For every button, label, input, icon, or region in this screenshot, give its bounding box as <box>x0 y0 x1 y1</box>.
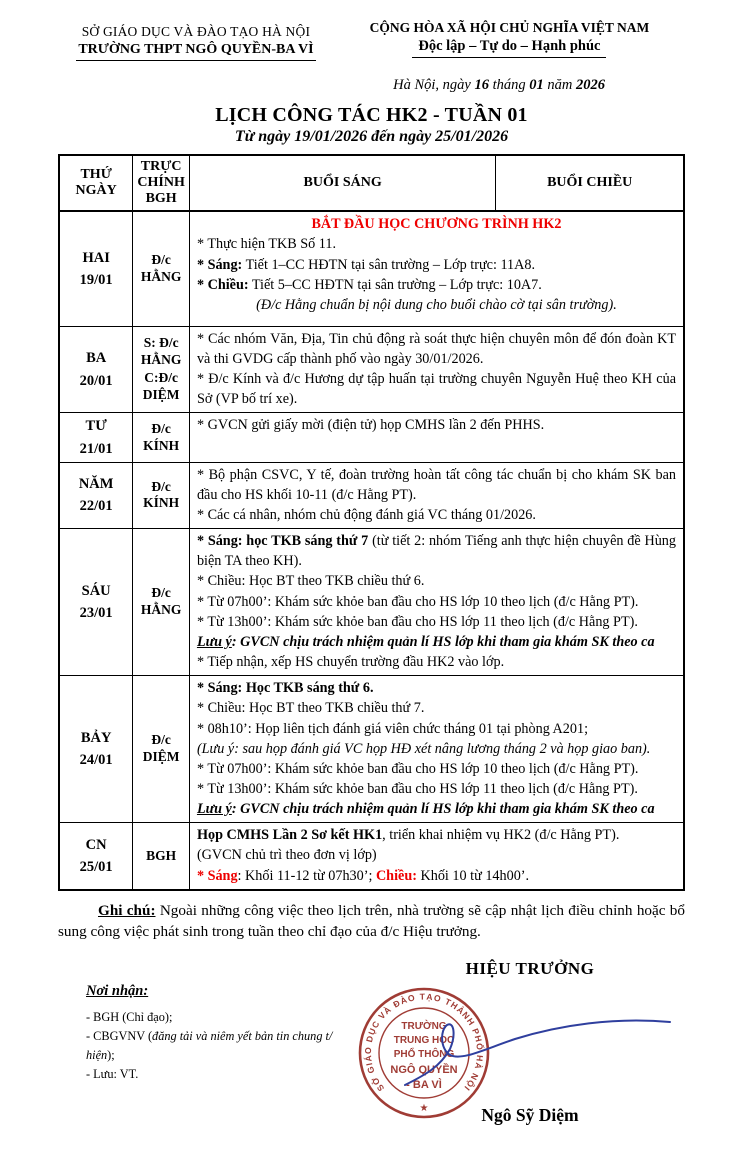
day-name: BA <box>86 350 107 367</box>
distribution-block <box>58 959 340 1174</box>
content-line <box>197 678 676 698</box>
text-segment: Ghi chú: <box>98 901 156 919</box>
text-segment: Tiết 5–CC HĐTN tại sân trường – Lớp trực: 10A7. <box>248 276 542 293</box>
day-name: TƯ <box>85 418 107 435</box>
text-segment: * Chiều: Học BT theo TKB chiều thứ 7. <box>196 700 425 717</box>
text-segment: : GVCN chịu trách nhiệm quản lí HS lớp khi tham gia khám SK theo ca <box>231 633 655 650</box>
text-segment: (từ tiết 2: nhóm Tiếng anh thực hiện chuyên đề Hùng biện TA theo KH). <box>196 533 676 570</box>
signer-name: Ngô Sỹ Diệm <box>481 1104 579 1125</box>
distribution-label: Nơi nhận: <box>86 982 149 999</box>
text-segment: Lưu ý <box>196 633 232 650</box>
text-segment: * Sáng: Học TKB sáng thứ 6. <box>196 680 374 697</box>
day-date: 22/01 <box>79 498 113 515</box>
seal-line-2: TRUNG HỌC <box>393 1034 455 1046</box>
text-segment: * Từ 13h00’: Khám sức khỏe ban đầu cho HS lớp 11 theo lịch (đ/c Hằng PT). <box>196 781 638 797</box>
text-segment: Hà Nội, ngày <box>393 77 475 93</box>
table-row <box>59 462 684 528</box>
text-segment: - BGH (Chỉ đạo); <box>86 1009 173 1024</box>
text-segment: * Chiều: <box>196 276 249 293</box>
col-header-day: THỨ NGÀY <box>59 155 133 211</box>
country-title: CỘNG HÒA XÃ HỘI CHỦ NGHĨA VIỆT NAM <box>369 20 650 35</box>
duty-line: Đ/c HẰNG <box>140 585 182 618</box>
text-segment: Họp CMHS Lần 2 Sơ kết HK1 <box>196 827 383 844</box>
content-line <box>197 531 676 571</box>
text-segment: BẮT ĐẦU HỌC CHƯƠNG TRÌNH HK2 <box>311 216 562 233</box>
day-cell <box>59 462 133 528</box>
text-segment: * Sáng: học TKB sáng thứ 7 <box>196 533 373 550</box>
distribution-items <box>86 1008 340 1084</box>
text-segment: , triển khai nhiệm vụ HK2 (đ/c Hằng PT). <box>382 827 620 844</box>
duty-line: C:Đ/c DIỆM <box>142 370 180 402</box>
text-segment: 01 <box>529 77 544 93</box>
document-title: LỊCH CÔNG TÁC HK2 - TUẦN 01 <box>215 104 528 126</box>
text-segment: 2026 <box>576 77 605 93</box>
day-cell <box>59 529 133 676</box>
signature-block <box>340 959 685 1174</box>
content-line <box>197 759 676 779</box>
distribution-item <box>86 1065 340 1084</box>
table-row <box>59 823 684 890</box>
distribution-item <box>86 1027 340 1065</box>
text-segment: - CBGVNV ( <box>86 1028 153 1043</box>
day-name: BẢY <box>80 730 112 747</box>
table-row <box>59 211 684 326</box>
content-line <box>197 465 676 505</box>
content-line <box>197 369 676 409</box>
content-line <box>197 698 676 718</box>
footnote <box>58 901 685 943</box>
duty-line: Đ/c KÍNH <box>143 420 180 453</box>
text-segment: năm <box>543 77 576 93</box>
text-segment: * Từ 13h00’: Khám sức khỏe ban đầu cho HS lớp 11 theo lịch (đ/c Hằng PT). <box>196 613 638 630</box>
schedule-header <box>59 155 684 211</box>
content-line <box>197 275 676 295</box>
signer-title: HIỆU TRƯỞNG <box>465 958 595 978</box>
seal-star-icon: ★ <box>419 1102 429 1114</box>
day-cell <box>59 211 133 326</box>
content-line <box>197 612 676 632</box>
duty-line: BGH <box>146 847 177 863</box>
day-date: 25/01 <box>79 859 113 876</box>
table-row <box>59 326 684 413</box>
text-segment: * Sáng <box>196 867 238 884</box>
duty-line: Đ/c DIỆM <box>142 732 180 765</box>
duty-cell <box>133 529 190 676</box>
day-name: CN <box>85 836 107 853</box>
motto: Độc lập – Tự do – Hạnh phúc <box>412 37 606 58</box>
text-segment: (GVCN chủ trì theo đơn vị lớp) <box>196 847 377 864</box>
content-line <box>197 214 676 234</box>
issue-date-line <box>58 77 685 94</box>
text-segment: 16 <box>474 77 489 93</box>
duty-line: Đ/c KÍNH <box>143 478 180 511</box>
distribution-item <box>86 1008 340 1027</box>
content-line <box>197 592 676 612</box>
seal-line-4: NGÔ QUYỀN <box>390 1063 458 1076</box>
content-line <box>197 825 676 845</box>
text-segment: đăng tải và niêm yết bản tin chung t/ hiện <box>86 1028 333 1062</box>
content-line <box>197 719 676 739</box>
content-cell <box>189 462 684 528</box>
seal-line-1: TRƯỜNG <box>401 1020 447 1032</box>
content-line <box>197 571 676 591</box>
content-cell <box>189 676 684 823</box>
day-name: HAI <box>82 249 110 266</box>
content-line <box>197 866 676 886</box>
text-segment: : GVCN chịu trách nhiệm quản lí HS lớp khi tham gia khám SK theo ca <box>231 801 655 818</box>
text-segment: * Tiếp nhận, xếp HS chuyển trường đầu HK2 vào lớp. <box>196 654 505 671</box>
text-segment: * Bộ phận CSVC, Y tế, đoàn trường hoàn tất công tác chuẩn bị cho khám SK ban đầu cho HS khối 10-11 (đ/c Hằng PT). <box>196 466 676 503</box>
day-date: 20/01 <box>79 372 113 389</box>
duty-cell <box>133 823 190 890</box>
text-segment: * 08h10’: Họp liên tịch đánh giá viên chức tháng 01 tại phòng A201; <box>196 720 589 737</box>
text-segment: - Lưu: VT. <box>86 1066 139 1081</box>
col-header-duty: TRỰC CHÍNH BGH <box>133 155 190 211</box>
table-row <box>59 413 684 462</box>
document-subtitle: Từ ngày 19/01/2026 đến ngày 25/01/2026 <box>234 128 509 145</box>
content-line <box>197 632 676 652</box>
duty-cell <box>133 676 190 823</box>
text-segment: Ngoài những công việc theo lịch trên, nhà trường sẽ cập nhật lịch điều chỉnh hoặc bổ sung công việc phát sinh trong tuần theo chỉ đạo của đ/c Hiệu trưởng. <box>58 901 685 940</box>
schedule-table <box>58 154 685 891</box>
col-header-afternoon: BUỔI CHIỀU <box>496 155 684 211</box>
duty-cell <box>133 462 190 528</box>
content-cell <box>189 326 684 413</box>
col-header-morning: BUỔI SÁNG <box>189 155 495 211</box>
content-cell <box>189 529 684 676</box>
day-name: SÁU <box>81 583 111 600</box>
duty-cell <box>133 413 190 462</box>
text-segment: * Sáng: <box>196 256 243 273</box>
text-segment: * Các nhóm Văn, Địa, Tin chủ động rà soát thực hiện chuyên môn để đón đoàn KT và thi GVDG cấp thành phố vào ngày 30/01/2026. <box>196 330 676 367</box>
content-line <box>197 415 676 435</box>
duty-cell <box>133 211 190 326</box>
content-line <box>197 505 676 525</box>
table-row <box>59 529 684 676</box>
content-line <box>197 845 676 865</box>
text-segment: (Lưu ý: sau họp đánh giá VC họp HĐ xét nâng lương tháng 2 và họp giao ban). <box>196 740 651 757</box>
text-segment: * GVCN gửi giấy mời (điện tử) họp CMHS lần 2 đến PHHS. <box>196 417 545 434</box>
table-row <box>59 676 684 823</box>
day-cell <box>59 413 133 462</box>
day-date: 19/01 <box>79 272 113 289</box>
text-segment: Lưu ý <box>196 801 232 818</box>
national-header <box>58 20 685 61</box>
day-cell <box>59 326 133 413</box>
day-name: NĂM <box>78 476 114 493</box>
content-line <box>197 295 676 315</box>
duty-line: S: Đ/c HẰNG <box>140 335 182 368</box>
content-line <box>197 779 676 799</box>
content-line <box>197 234 676 254</box>
seal-line-5: - BA VÌ <box>406 1078 442 1091</box>
national-motto-block <box>334 20 685 61</box>
content-line <box>197 652 676 672</box>
seal-line-3: PHỔ THÔNG <box>393 1048 455 1060</box>
issuing-org-block <box>58 20 334 61</box>
text-segment: Chiều: <box>375 867 417 884</box>
text-segment: * Đ/c Kính và đ/c Hương dự tập huấn tại trường chuyên Nguyễn Huệ theo KH của Sở (VP bố trí xe). <box>196 371 676 408</box>
content-cell <box>189 211 684 326</box>
day-date: 23/01 <box>79 605 113 622</box>
text-segment: * Chiều: Học BT theo TKB chiều thứ 6. <box>196 573 425 590</box>
content-line <box>197 799 676 819</box>
duty-cell <box>133 326 190 413</box>
content-line <box>197 739 676 759</box>
seal-ring-text: SỞ GIÁO DỤC VÀ ĐÀO TẠO THÀNH PHỐ HÀ NỘI <box>362 991 486 1094</box>
text-segment: (Đ/c Hằng chuẩn bị nội dung cho buổi chào cờ tại sân trường). <box>256 296 617 313</box>
text-segment: Tiết 1–CC HĐTN tại sân trường – Lớp trực: 11A8. <box>242 256 535 273</box>
day-date: 21/01 <box>79 440 113 457</box>
schedule-body <box>59 211 684 890</box>
text-segment: tháng <box>488 77 530 93</box>
content-cell <box>189 413 684 462</box>
day-cell <box>59 823 133 890</box>
text-segment: * Từ 07h00’: Khám sức khỏe ban đầu cho HS lớp 10 theo lịch (đ/c Hằng PT). <box>196 593 639 610</box>
text-segment: * Các cá nhân, nhóm chủ động đánh giá VC tháng 01/2026. <box>196 506 536 523</box>
text-segment: * Thực hiện TKB Số 11. <box>196 236 336 253</box>
content-cell <box>189 823 684 890</box>
bottom-row <box>58 959 685 1174</box>
text-segment: : Khối 11-12 từ 07h30’; <box>237 867 376 884</box>
text-segment: * Từ 07h00’: Khám sức khỏe ban đầu cho HS lớp 10 theo lịch (đ/c Hằng PT). <box>196 760 639 777</box>
day-cell <box>59 676 133 823</box>
department-name: SỞ GIÁO DỤC VÀ ĐÀO TẠO HÀ NỘI <box>81 24 311 39</box>
day-date: 24/01 <box>79 752 113 769</box>
content-line <box>197 255 676 275</box>
duty-line: Đ/c HẰNG <box>140 252 182 285</box>
text-segment: Khối 10 từ 14h00’. <box>416 867 530 884</box>
content-line <box>197 329 676 369</box>
school-name: TRƯỜNG THPT NGÔ QUYỀN-BA VÌ <box>76 41 315 61</box>
text-segment: ); <box>107 1047 115 1062</box>
